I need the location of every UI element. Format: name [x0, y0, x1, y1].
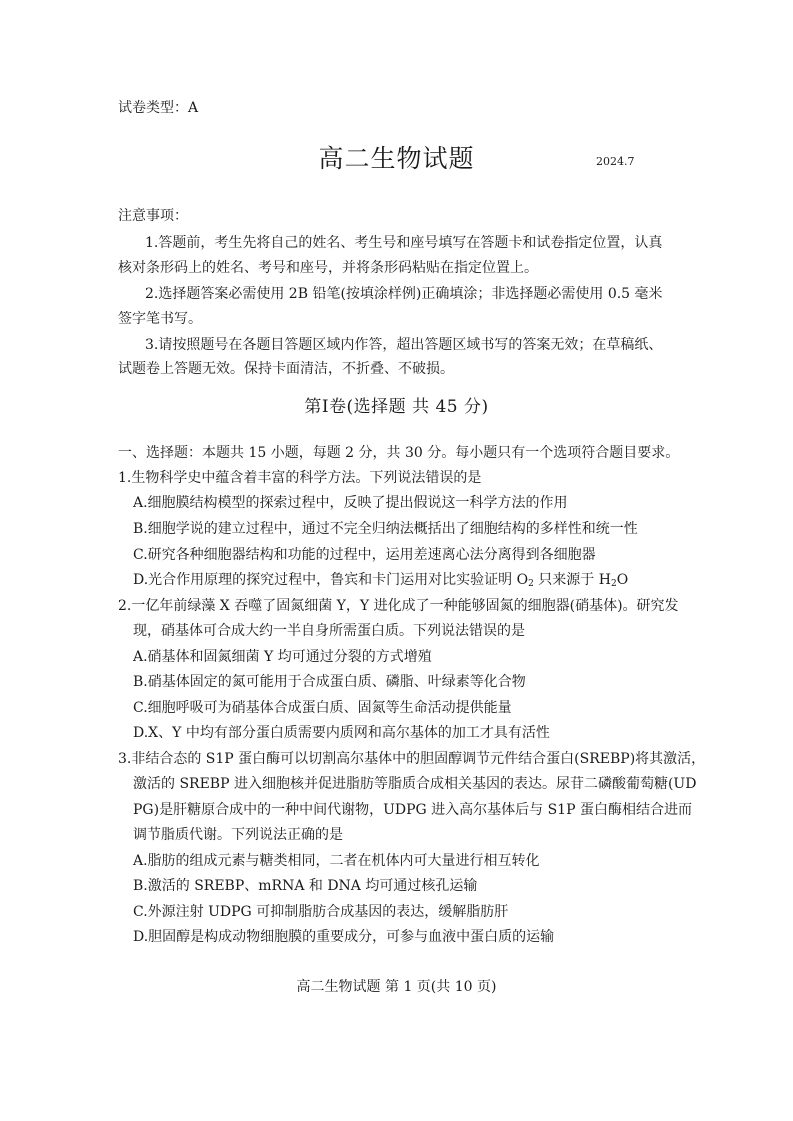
notice-heading: 注意事项：	[118, 208, 188, 224]
question-2-option-a: A.硝基体和固氮细菌 Y 均可通过分裂的方式增殖	[133, 649, 432, 665]
question-1-option-d-text-b: 只来源于 H	[533, 572, 611, 588]
page-footer: 高二生物试题 第 1 页(共 10 页)	[296, 979, 497, 995]
question-1-option-d-text-c: O	[616, 572, 629, 588]
notice-item-3-line-2: 试题卷上答题无效。保持卡面清洁，不折叠、不破损。	[118, 361, 454, 377]
question-3-stem-line-1: 3.非结合态的 S1P 蛋白酶可以切割高尔基体中的胆固醇调节元件结合蛋白(SREBP)将其激活，	[118, 751, 706, 767]
question-2-option-d: D.X、Y 中均有部分蛋白质需要内质网和高尔基体的加工才具有活性	[133, 725, 550, 741]
notice-item-1-line-2: 核对条形码上的姓名、考号和座号，并将条形码粘贴在指定位置上。	[118, 260, 538, 276]
question-3-stem-line-3: PG)是肝糖原合成中的一种中间代谢物，UDPG 进入高尔基体后与 S1P 蛋白酶相结合进而	[133, 802, 692, 818]
paper-type-label: 试卷类型：A	[118, 100, 199, 116]
question-3-option-d: D.胆固醇是构成动物细胞膜的重要成分，可参与血液中蛋白质的运输	[133, 929, 555, 945]
section-instruction: 一、选择题：本题共 15 小题，每题 2 分，共 30 分。每小题只有一个选项符合题目要求。	[118, 445, 680, 461]
question-2-option-b: B.硝基体固定的氮可能用于合成蛋白质、磷脂、叶绿素等化合物	[133, 674, 526, 690]
question-1-option-c: C.研究各种细胞器结构和功能的过程中，运用差速离心法分离得到各细胞器	[133, 547, 596, 563]
h2o-subscript: 2	[610, 579, 617, 589]
question-1-option-a: A.细胞膜结构模型的探索过程中，反映了提出假说这一科学方法的作用	[133, 495, 568, 511]
question-3-option-c: C.外源注射 UDPG 可抑制脂肪合成基因的表达，缓解脂肪肝	[133, 904, 509, 920]
question-1-option-d-text-a: D.光合作用原理的探究过程中，鲁宾和卡门运用对比实验证明 O	[133, 572, 529, 588]
question-1-option-d	[133, 571, 628, 589]
section-title: 第Ⅰ卷(选择题 共 45 分)	[304, 397, 489, 417]
exam-date: 2024.7	[596, 155, 635, 168]
question-2-option-c: C.细胞呼吸可为硝基体合成蛋白质、固氮等生命活动提供能量	[133, 700, 512, 716]
question-3-option-b: B.激活的 SREBP、mRNA 和 DNA 均可通过核孔运输	[133, 878, 478, 894]
notice-item-2-line-2: 签字笔书写。	[118, 311, 202, 327]
notice-item-3-line-1: 3.请按照题号在各题目答题区域内作答，超出答题区域书写的答案无效；在草稿纸、	[145, 337, 663, 353]
question-2-stem-line-1: 2.一亿年前绿藻 X 吞噬了固氮细菌 Y，Y 进化成了一种能够固氮的细胞器(硝基体)。研究发	[118, 598, 679, 614]
notice-item-1-line-1: 1.答题前，考生先将自己的姓名、考生号和座号填写在答题卡和试卷指定位置，认真	[145, 235, 663, 251]
page-title: 高二生物试题	[318, 144, 475, 173]
notice-item-2-line-1: 2.选择题答案必需使用 2B 铅笔(按填涂样例)正确填涂；非选择题必需使用 0.5 毫米	[145, 286, 663, 302]
question-3-stem-line-2: 激活的 SREBP 进入细胞核并促进脂肪等脂质合成相关基因的表达。尿苷二磷酸葡萄糖(UD	[133, 776, 697, 792]
question-1-stem: 1.生物科学史中蕴含着丰富的科学方法。下列说法错误的是	[118, 470, 482, 486]
question-3-stem-line-4: 调节脂质代谢。下列说法正确的是	[133, 827, 343, 843]
o2-subscript: 2	[528, 579, 534, 589]
question-2-stem-line-2: 现，硝基体可合成大约一半自身所需蛋白质。下列说法错误的是	[133, 623, 525, 639]
question-3-option-a: A.脂肪的组成元素与糖类相同，二者在机体内可大量进行相互转化	[133, 853, 540, 869]
question-1-option-b: B.细胞学说的建立过程中，通过不完全归纳法概括出了细胞结构的多样性和统一性	[133, 521, 638, 537]
